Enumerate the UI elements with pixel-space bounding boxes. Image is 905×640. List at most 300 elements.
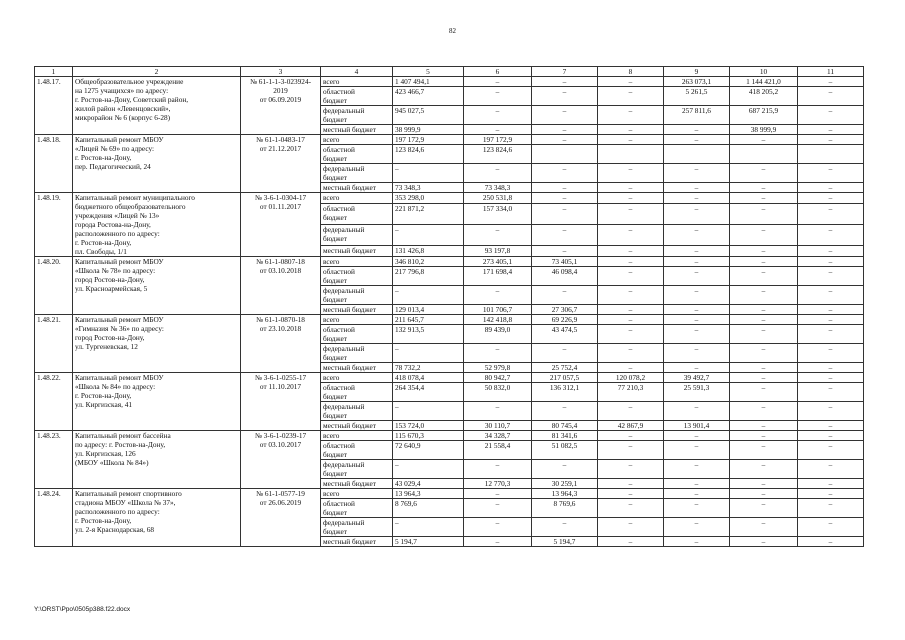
amount-cell: 123 824,6 [393, 145, 464, 164]
amount-cell: – [664, 257, 730, 267]
file-path-footer: Y:\ORST\Ppo\0505p388.f22.docx [34, 606, 131, 613]
amount-cell: – [798, 193, 864, 204]
amount-cell: 142 418,8 [464, 315, 532, 325]
amount-cell: – [730, 431, 798, 441]
amount-cell: – [798, 106, 864, 125]
amount-cell: 120 078,2 [598, 373, 664, 383]
table-row [35, 77, 864, 87]
amount-cell: – [393, 286, 464, 305]
amount-cell: 43 474,5 [532, 325, 598, 344]
col-header: 10 [730, 67, 798, 77]
amount-cell: – [730, 315, 798, 325]
col-header: 1 [35, 67, 73, 77]
amount-cell: – [598, 441, 664, 460]
amount-cell: 43 029,4 [393, 479, 464, 489]
table-row [35, 315, 864, 325]
amount-cell: – [464, 77, 532, 87]
amount-cell: 52 979,8 [464, 363, 532, 373]
funding-category: федеральный бюджет [321, 106, 393, 125]
amount-cell: – [664, 305, 730, 315]
funding-category: местный бюджет [321, 421, 393, 431]
funding-category: областной бюджет [321, 499, 393, 518]
funding-category: местный бюджет [321, 363, 393, 373]
amount-cell: – [532, 135, 598, 145]
entry-name: Капитальный ремонт МБОУ «Гимназия № 36» по адресу: город Ростов-на-Дону, ул. Тургеневская, 12 [73, 315, 241, 373]
entry-code: 1.48.21. [35, 315, 73, 373]
amount-cell: – [598, 125, 664, 135]
amount-cell: 30 259,1 [532, 479, 598, 489]
amount-cell: 250 531,8 [464, 193, 532, 204]
amount-cell: 89 439,0 [464, 325, 532, 344]
entry-document: № 3-6-1-0255-17 от 11.10.2017 [241, 373, 321, 431]
table-row [35, 373, 864, 383]
amount-cell: – [730, 518, 798, 537]
entry-name: Общеобразовательное учреждение на 1275 учащихся» по адресу: г. Ростов-на-Дону, Советский район, жилой район «Левенцовский», микрорайон № 6 (корпус 6-28) [73, 77, 241, 135]
amount-cell: 30 110,7 [464, 421, 532, 431]
amount-cell [798, 145, 864, 164]
amount-cell: – [730, 344, 798, 363]
col-header: 11 [798, 67, 864, 77]
funding-category: областной бюджет [321, 87, 393, 106]
amount-cell: – [798, 135, 864, 145]
amount-cell: 157 334,0 [464, 204, 532, 225]
amount-cell: 687 215,9 [730, 106, 798, 125]
funding-category: местный бюджет [321, 537, 393, 547]
amount-cell: – [664, 183, 730, 193]
amount-cell: – [664, 325, 730, 344]
amount-cell: – [664, 315, 730, 325]
amount-cell: – [664, 267, 730, 286]
amount-cell: – [664, 286, 730, 305]
amount-cell: – [532, 77, 598, 87]
amount-cell: – [798, 402, 864, 421]
amount-cell: – [798, 77, 864, 87]
amount-cell: – [393, 460, 464, 479]
amount-cell: – [664, 363, 730, 373]
amount-cell: – [798, 460, 864, 479]
amount-cell: – [798, 537, 864, 547]
amount-cell: 221 871,2 [393, 204, 464, 225]
amount-cell: – [730, 363, 798, 373]
amount-cell: 73 348,3 [464, 183, 532, 193]
amount-cell: – [798, 164, 864, 183]
amount-cell: – [730, 245, 798, 256]
entry-document: № 61-1-0483-17 от 21.12.2017 [241, 135, 321, 193]
funding-category: федеральный бюджет [321, 224, 393, 245]
entry-document: № 3-6-1-0239-17 от 03.10.2017 [241, 431, 321, 489]
amount-cell: – [598, 257, 664, 267]
amount-cell: – [798, 421, 864, 431]
funding-category: всего [321, 135, 393, 145]
funding-category: федеральный бюджет [321, 164, 393, 183]
amount-cell: 123 824,6 [464, 145, 532, 164]
amount-cell: – [532, 87, 598, 106]
amount-cell: – [598, 77, 664, 87]
amount-cell: – [532, 224, 598, 245]
amount-cell: 5 261,5 [664, 87, 730, 106]
amount-cell: – [730, 537, 798, 547]
amount-cell: 263 073,1 [664, 77, 730, 87]
amount-cell: 73 348,3 [393, 183, 464, 193]
funding-category: областной бюджет [321, 267, 393, 286]
amount-cell: 34 328,7 [464, 431, 532, 441]
amount-cell: – [393, 224, 464, 245]
amount-cell: – [393, 518, 464, 537]
funding-category: всего [321, 489, 393, 499]
amount-cell: – [532, 183, 598, 193]
amount-cell: – [532, 125, 598, 135]
col-header: 3 [241, 67, 321, 77]
amount-cell: 115 670,3 [393, 431, 464, 441]
amount-cell: 80 942,7 [464, 373, 532, 383]
amount-cell: – [798, 305, 864, 315]
amount-cell: – [798, 204, 864, 225]
entry-name: Капитальный ремонт муниципального бюджетного общеобразовательного учреждения «Лицей № 13» города Ростова-на-Дону, расположенного по адресу: г. Ростов-на-Дону, пл. Свободы, 1/1 [73, 193, 241, 257]
amount-cell: 51 082,5 [532, 441, 598, 460]
amount-cell: – [730, 479, 798, 489]
amount-cell: – [730, 441, 798, 460]
amount-cell: – [730, 135, 798, 145]
entry-document: № 61-1-1-3-023924- 2019 от 06.09.2019 [241, 77, 321, 135]
amount-cell: 423 466,7 [393, 87, 464, 106]
amount-cell: – [730, 373, 798, 383]
amount-cell: – [664, 479, 730, 489]
amount-cell: – [393, 344, 464, 363]
funding-category: областной бюджет [321, 325, 393, 344]
entry-code: 1.48.22. [35, 373, 73, 431]
amount-cell: – [393, 164, 464, 183]
amount-cell: – [598, 135, 664, 145]
amount-cell: – [464, 537, 532, 547]
amount-cell: – [730, 267, 798, 286]
entry-code: 1.48.24. [35, 489, 73, 547]
amount-cell: 25 752,4 [532, 363, 598, 373]
amount-cell: 418 205,2 [730, 87, 798, 106]
amount-cell: – [464, 164, 532, 183]
entry-document: № 3-6-1-0304-17 от 01.11.2017 [241, 193, 321, 257]
amount-cell: 72 640,9 [393, 441, 464, 460]
amount-cell: 13 964,3 [393, 489, 464, 499]
table-body [35, 77, 864, 547]
funding-category: всего [321, 193, 393, 204]
amount-cell: 153 724,0 [393, 421, 464, 431]
entry-code: 1.48.19. [35, 193, 73, 257]
page-number: 82 [449, 27, 456, 35]
amount-cell: – [798, 245, 864, 256]
entry-name: Капитальный ремонт МБОУ «Школа № 78» по адресу: город Ростов-на-Дону, ул. Красноармейская, 5 [73, 257, 241, 315]
amount-cell: – [664, 489, 730, 499]
funding-category: местный бюджет [321, 183, 393, 193]
amount-cell: – [798, 363, 864, 373]
amount-cell: – [664, 518, 730, 537]
amount-cell: – [532, 518, 598, 537]
funding-category: всего [321, 315, 393, 325]
amount-cell [598, 145, 664, 164]
amount-cell: – [798, 224, 864, 245]
funding-category: всего [321, 373, 393, 383]
amount-cell: – [664, 224, 730, 245]
amount-cell: 353 298,0 [393, 193, 464, 204]
amount-cell: – [598, 431, 664, 441]
amount-cell: 8 769,6 [393, 499, 464, 518]
amount-cell: – [532, 106, 598, 125]
amount-cell: – [730, 305, 798, 315]
amount-cell: – [798, 267, 864, 286]
amount-cell: – [598, 315, 664, 325]
amount-cell: – [598, 518, 664, 537]
funding-category: всего [321, 257, 393, 267]
funding-category: местный бюджет [321, 305, 393, 315]
entry-code: 1.48.23. [35, 431, 73, 489]
amount-cell: – [598, 267, 664, 286]
amount-cell: 171 698,4 [464, 267, 532, 286]
amount-cell: – [532, 164, 598, 183]
funding-category: федеральный бюджет [321, 286, 393, 305]
amount-cell: – [464, 460, 532, 479]
amount-cell: – [730, 164, 798, 183]
amount-cell: 38 999,9 [730, 125, 798, 135]
amount-cell: – [532, 460, 598, 479]
amount-cell: – [464, 489, 532, 499]
amount-cell: – [598, 489, 664, 499]
entry-code: 1.48.20. [35, 257, 73, 315]
amount-cell: 93 197,8 [464, 245, 532, 256]
amount-cell: 8 769,6 [532, 499, 598, 518]
amount-cell: – [798, 344, 864, 363]
amount-cell: – [532, 402, 598, 421]
entry-name: Капитальный ремонт МБОУ «Лицей № 69» по адресу: г. Ростов-на-Дону, пер. Педагогический, 24 [73, 135, 241, 193]
amount-cell: – [798, 518, 864, 537]
amount-cell: – [532, 286, 598, 305]
amount-cell: 77 210,3 [598, 383, 664, 402]
funding-category: областной бюджет [321, 383, 393, 402]
amount-cell: – [598, 204, 664, 225]
amount-cell: – [730, 286, 798, 305]
entry-name: Капитальный ремонт МБОУ «Школа № 84» по адресу: г. Ростов-на-Дону, ул. Киргизская, 41 [73, 373, 241, 431]
amount-cell: – [464, 106, 532, 125]
amount-cell: – [464, 125, 532, 135]
amount-cell: – [598, 224, 664, 245]
amount-cell: – [664, 431, 730, 441]
funding-category: федеральный бюджет [321, 460, 393, 479]
amount-cell: – [664, 204, 730, 225]
amount-cell: 217 796,8 [393, 267, 464, 286]
amount-cell: – [730, 489, 798, 499]
funding-category: областной бюджет [321, 441, 393, 460]
amount-cell: 217 057,5 [532, 373, 598, 383]
amount-cell: – [464, 224, 532, 245]
col-header: 7 [532, 67, 598, 77]
amount-cell: – [598, 460, 664, 479]
amount-cell: 27 306,7 [532, 305, 598, 315]
amount-cell: – [598, 499, 664, 518]
amount-cell: – [798, 383, 864, 402]
amount-cell: 257 811,6 [664, 106, 730, 125]
amount-cell: – [730, 193, 798, 204]
amount-cell: – [598, 183, 664, 193]
entry-name: Капитальный ремонт бассейна по адресу: г. Ростов-на-Дону, ул. Киргизская, 126 (МБОУ «Школа № 84») [73, 431, 241, 489]
entry-document: № 61-1-0807-18 от 03.10.2018 [241, 257, 321, 315]
amount-cell: – [598, 164, 664, 183]
amount-cell: 264 354,4 [393, 383, 464, 402]
amount-cell: – [798, 431, 864, 441]
amount-cell: 132 913,5 [393, 325, 464, 344]
amount-cell: – [464, 87, 532, 106]
col-header: 5 [393, 67, 464, 77]
entry-code: 1.48.18. [35, 135, 73, 193]
amount-cell: 38 999,9 [393, 125, 464, 135]
amount-cell: – [464, 518, 532, 537]
amount-cell: – [598, 344, 664, 363]
amount-cell: – [598, 286, 664, 305]
amount-cell: 129 013,4 [393, 305, 464, 315]
table-row [35, 193, 864, 204]
amount-cell: – [598, 193, 664, 204]
funding-category: областной бюджет [321, 145, 393, 164]
amount-cell: 101 706,7 [464, 305, 532, 315]
header-row [35, 67, 864, 77]
amount-cell: – [598, 402, 664, 421]
amount-cell: – [798, 315, 864, 325]
amount-cell: – [730, 460, 798, 479]
table-row [35, 257, 864, 267]
amount-cell: 418 078,4 [393, 373, 464, 383]
table-row [35, 135, 864, 145]
amount-cell: – [664, 344, 730, 363]
amount-cell: – [664, 245, 730, 256]
amount-cell: – [393, 402, 464, 421]
amount-cell: 197 172,9 [393, 135, 464, 145]
amount-cell: 78 732,2 [393, 363, 464, 373]
amount-cell: – [730, 402, 798, 421]
funding-category: областной бюджет [321, 204, 393, 225]
amount-cell: – [598, 363, 664, 373]
funding-category: местный бюджет [321, 245, 393, 256]
funding-category: федеральный бюджет [321, 518, 393, 537]
amount-cell: 136 312,1 [532, 383, 598, 402]
amount-cell: 13 964,3 [532, 489, 598, 499]
amount-cell: – [464, 402, 532, 421]
amount-cell: – [798, 286, 864, 305]
amount-cell: 131 426,8 [393, 245, 464, 256]
amount-cell: – [464, 286, 532, 305]
funding-category: местный бюджет [321, 479, 393, 489]
amount-cell: – [532, 344, 598, 363]
amount-cell [730, 145, 798, 164]
amount-cell: – [664, 499, 730, 518]
col-header: 9 [664, 67, 730, 77]
amount-cell: – [664, 193, 730, 204]
amount-cell [664, 145, 730, 164]
amount-cell: – [664, 537, 730, 547]
amount-cell: 39 492,7 [664, 373, 730, 383]
amount-cell: 945 027,5 [393, 106, 464, 125]
amount-cell: – [464, 344, 532, 363]
amount-cell: 5 194,7 [532, 537, 598, 547]
table-row [35, 431, 864, 441]
amount-cell: – [730, 499, 798, 518]
amount-cell: – [464, 499, 532, 518]
amount-cell: – [730, 325, 798, 344]
amount-cell: – [532, 204, 598, 225]
amount-cell: – [798, 441, 864, 460]
col-header: 6 [464, 67, 532, 77]
table-row [35, 489, 864, 499]
amount-cell: – [798, 257, 864, 267]
entry-document: № 61-1-0577-19 от 26.06.2019 [241, 489, 321, 547]
funding-category: федеральный бюджет [321, 402, 393, 421]
amount-cell: – [730, 421, 798, 431]
amount-cell: – [730, 224, 798, 245]
amount-cell: – [598, 87, 664, 106]
amount-cell: 5 194,7 [393, 537, 464, 547]
amount-cell: 273 405,1 [464, 257, 532, 267]
amount-cell: 80 745,4 [532, 421, 598, 431]
budget-table [34, 66, 864, 547]
col-header: 8 [598, 67, 664, 77]
amount-cell: – [730, 257, 798, 267]
amount-cell: – [730, 383, 798, 402]
amount-cell: – [532, 245, 598, 256]
amount-cell: 21 558,4 [464, 441, 532, 460]
funding-category: всего [321, 431, 393, 441]
entry-code: 1.48.17. [35, 77, 73, 135]
amount-cell: 46 098,4 [532, 267, 598, 286]
col-header: 2 [73, 67, 241, 77]
amount-cell: 13 901,4 [664, 421, 730, 431]
amount-cell: – [598, 537, 664, 547]
entry-document: № 61-1-0870-18 от 23.10.2018 [241, 315, 321, 373]
amount-cell: – [664, 460, 730, 479]
amount-cell: – [798, 125, 864, 135]
amount-cell: – [798, 499, 864, 518]
amount-cell: 1 144 421,0 [730, 77, 798, 87]
amount-cell: 50 832,0 [464, 383, 532, 402]
amount-cell: – [798, 325, 864, 344]
amount-cell: 25 591,3 [664, 383, 730, 402]
amount-cell: 42 867,9 [598, 421, 664, 431]
amount-cell: – [664, 125, 730, 135]
amount-cell: 346 810,2 [393, 257, 464, 267]
amount-cell: – [798, 489, 864, 499]
funding-category: всего [321, 77, 393, 87]
amount-cell: – [598, 245, 664, 256]
col-header: 4 [321, 67, 393, 77]
amount-cell: – [532, 193, 598, 204]
amount-cell: 1 407 494,1 [393, 77, 464, 87]
amount-cell: – [664, 441, 730, 460]
amount-cell: – [798, 479, 864, 489]
amount-cell: – [730, 204, 798, 225]
amount-cell: – [664, 135, 730, 145]
amount-cell: – [598, 305, 664, 315]
amount-cell: 73 405,1 [532, 257, 598, 267]
amount-cell: 81 341,6 [532, 431, 598, 441]
amount-cell: – [730, 183, 798, 193]
amount-cell: 69 226,9 [532, 315, 598, 325]
amount-cell: – [798, 87, 864, 106]
amount-cell [532, 145, 598, 164]
entry-name: Капитальный ремонт спортивного стадиона МБОУ «Школа № 37», расположенного по адресу: г. Ростов-на-Дону, ул. 2-я Краснодарская, 68 [73, 489, 241, 547]
amount-cell: – [664, 402, 730, 421]
amount-cell: 211 645,7 [393, 315, 464, 325]
funding-category: местный бюджет [321, 125, 393, 135]
amount-cell: – [798, 183, 864, 193]
amount-cell: 197 172,9 [464, 135, 532, 145]
funding-category: федеральный бюджет [321, 344, 393, 363]
amount-cell: – [598, 479, 664, 489]
amount-cell: – [598, 325, 664, 344]
